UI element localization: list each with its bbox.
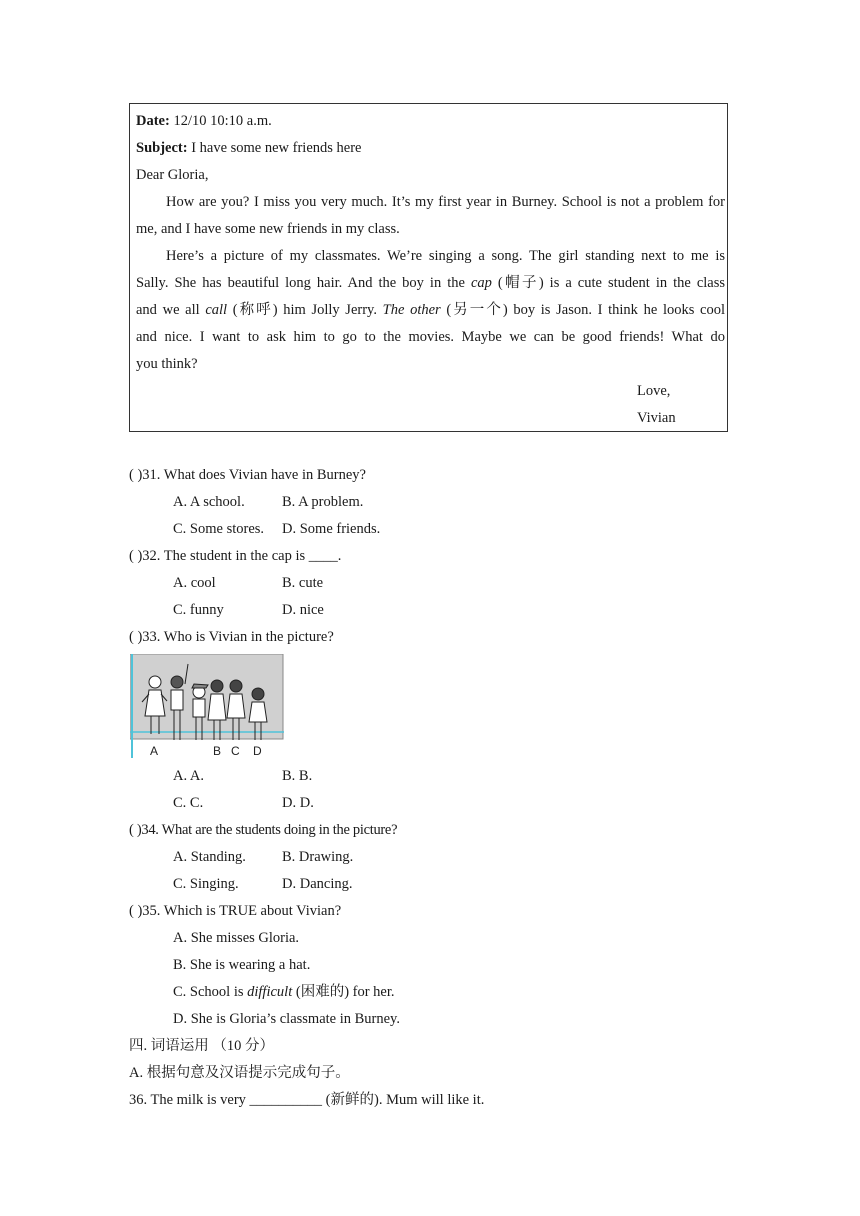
q35-option-a: A. She misses Gloria. [173, 930, 300, 946]
q35-option-d: D. She is Gloria’s classmate in Burney. [173, 1011, 400, 1027]
question-33: ( )33. Who is Vivian in the picture? [129, 629, 334, 645]
subject-label: Subject: [136, 140, 188, 156]
word-difficult: difficult [247, 984, 293, 1000]
label-c: C [231, 744, 240, 758]
q32-option-a: A. cool [173, 575, 216, 591]
q33-option-c: C. C. [173, 795, 204, 811]
section-4-title: 四. 词语运用 （10 分） [129, 1038, 274, 1054]
classmates-picture [130, 654, 284, 758]
subject-line [136, 138, 362, 158]
q35-c-rest: (困难的) for her. [295, 984, 395, 1000]
word-the-other: The other [382, 302, 441, 318]
classmates-illustration [130, 654, 284, 758]
q32-option-d: D. nice [282, 602, 324, 618]
q31-option-d: D. Some friends. [282, 521, 381, 537]
greeting: Dear Gloria, [136, 167, 209, 183]
q31-option-b: B. A problem. [282, 494, 364, 510]
p2-l3-text-b: (称呼) him Jolly Jerry. [232, 302, 377, 318]
question-32: ( )32. The student in the cap is ____. [129, 548, 342, 564]
question-31: ( )31. What does Vivian have in Burney? [129, 467, 366, 483]
p2-l2-text-b: (帽子) is a cute student in the class [497, 275, 726, 291]
date-label: Date: [136, 113, 170, 129]
q35-c-text: C. School is [173, 984, 244, 1000]
email-box [129, 103, 728, 432]
q34-option-d: D. Dancing. [282, 876, 353, 892]
p2-l3-text-c: (另一个) boy is Jason. I think he looks cool [446, 302, 726, 318]
q32-option-b: B. cute [282, 575, 324, 591]
paragraph-2-line-5: you think? [136, 356, 198, 372]
q31-option-c: C. Some stores. [173, 521, 265, 537]
date-line [136, 111, 272, 131]
question-34: ( )34. What are the students doing in the picture? [129, 822, 398, 838]
q34-option-c: C. Singing. [173, 876, 239, 892]
closing: Love, [637, 383, 671, 399]
q35-option-b: B. She is wearing a hat. [173, 957, 311, 973]
word-cap: cap [470, 275, 492, 291]
section-4-part-a: A. 根据句意及汉语提示完成句子。 [129, 1065, 350, 1081]
subject-value: I have some new friends here [191, 140, 362, 156]
word-call: call [205, 302, 228, 318]
label-b: B [213, 744, 222, 758]
q33-option-b: B. B. [282, 768, 313, 784]
date-value: 12/10 10:10 a.m. [173, 113, 272, 129]
paragraph-2-line-2 [136, 273, 725, 293]
paragraph-1-line-2: me, and I have some new friends in my class. [136, 221, 400, 237]
signature: Vivian [637, 410, 676, 426]
q33-option-a: A. A. [173, 768, 205, 784]
q33-option-d: D. D. [282, 795, 314, 811]
paragraph-2-line-3 [136, 300, 725, 320]
label-a: A [150, 744, 159, 758]
question-35: ( )35. Which is TRUE about Vivian? [129, 903, 342, 919]
q34-option-b: B. Drawing. [282, 849, 354, 865]
p2-l3-text-a: and we all [136, 302, 200, 318]
paragraph-2-line-1: Here’s a picture of my classmates. We’re singing a song. The girl standing next to me is [166, 248, 725, 264]
q34-option-a: A. Standing. [173, 849, 246, 865]
label-d: D [253, 744, 262, 758]
q32-option-c: C. funny [173, 602, 224, 618]
paragraph-2-line-4: and nice. I want to ask him to go to the movies. Maybe we can be good friends! What do [136, 329, 725, 345]
p2-l2-text-a: Sally. She has beautiful long hair. And the boy in the [136, 275, 465, 291]
q31-option-a: A. A school. [173, 494, 245, 510]
question-36: 36. The milk is very __________ (新鲜的). Mum will like it. [129, 1092, 485, 1108]
paragraph-1-line-1: How are you? I miss you very much. It’s my first year in Burney. School is not a problem for [166, 194, 725, 210]
q35-option-c [173, 982, 395, 1002]
